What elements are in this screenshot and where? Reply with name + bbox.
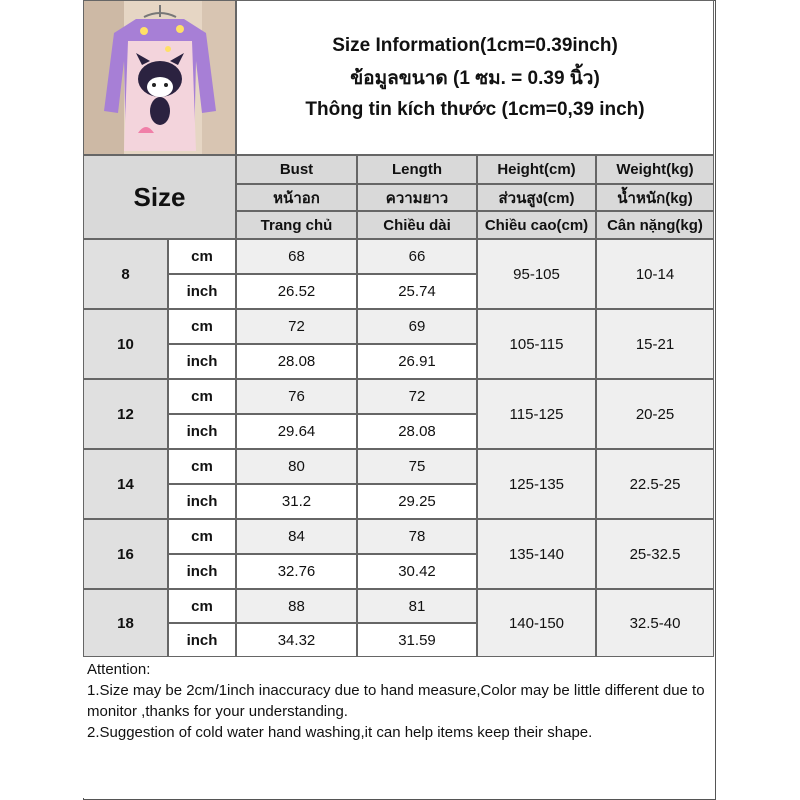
weight-range: 25-32.5 [596, 519, 714, 589]
unit-cm: cm [168, 379, 236, 414]
length-cm: 72 [357, 379, 477, 414]
col-length-en: Length [357, 155, 477, 184]
weight-range: 22.5-25 [596, 449, 714, 519]
col-weight-th: น้ำหนัก(kg) [596, 184, 714, 211]
col-bust-en: Bust [236, 155, 357, 184]
bust-inch: 31.2 [236, 484, 357, 519]
size-chart [83, 0, 716, 800]
unit-inch: inch [168, 414, 236, 449]
weight-range: 32.5-40 [596, 589, 714, 657]
length-inch: 30.42 [357, 554, 477, 589]
unit-inch: inch [168, 484, 236, 519]
bust-cm: 84 [236, 519, 357, 554]
height-range: 125-135 [477, 449, 596, 519]
size-label: 14 [83, 449, 168, 519]
col-weight-vi: Cân nặng(kg) [596, 211, 714, 239]
col-height-en: Height(cm) [477, 155, 596, 184]
bust-inch: 29.64 [236, 414, 357, 449]
length-inch: 29.25 [357, 484, 477, 519]
attention-notes [83, 657, 714, 798]
weight-range: 20-25 [596, 379, 714, 449]
length-cm: 66 [357, 239, 477, 274]
bust-inch: 34.32 [236, 623, 357, 657]
col-bust-th: หน้าอก [236, 184, 357, 211]
length-cm: 81 [357, 589, 477, 623]
title-vietnamese: Thông tin kích thước (1cm=0,39 inch) [305, 98, 645, 120]
length-cm: 69 [357, 309, 477, 344]
unit-cm: cm [168, 519, 236, 554]
length-inch: 26.91 [357, 344, 477, 379]
col-bust-vi: Trang chủ [236, 211, 357, 239]
length-inch: 25.74 [357, 274, 477, 309]
unit-cm: cm [168, 589, 236, 623]
unit-cm: cm [168, 309, 236, 344]
bust-cm: 88 [236, 589, 357, 623]
bust-cm: 68 [236, 239, 357, 274]
unit-cm: cm [168, 239, 236, 274]
size-label: 18 [83, 589, 168, 657]
size-label: 12 [83, 379, 168, 449]
bust-inch: 26.52 [236, 274, 357, 309]
size-label: 10 [83, 309, 168, 379]
notes-line-2: 2.Suggestion of cold water hand washing,it can help items keep their shape. [87, 724, 593, 741]
col-length-th: ความยาว [357, 184, 477, 211]
unit-cm: cm [168, 449, 236, 484]
purple-dress-photo [84, 1, 236, 155]
height-range: 135-140 [477, 519, 596, 589]
notes-line-1: 1.Size may be 2cm/1inch inaccuracy due to hand measure,Color may be little different due to monitor ,thanks for your understanding. [87, 682, 705, 720]
unit-inch: inch [168, 554, 236, 589]
col-length-vi: Chiều dài [357, 211, 477, 239]
weight-range: 15-21 [596, 309, 714, 379]
length-cm: 78 [357, 519, 477, 554]
height-range: 105-115 [477, 309, 596, 379]
title-thai: ข้อมูลขนาด (1 ซม. = 0.39 นิ้ว) [350, 67, 600, 89]
height-range: 140-150 [477, 589, 596, 657]
size-label: 16 [83, 519, 168, 589]
unit-inch: inch [168, 274, 236, 309]
product-photo [83, 0, 236, 155]
bust-cm: 80 [236, 449, 357, 484]
col-height-th: ส่วนสูง(cm) [477, 184, 596, 211]
size-information-title [236, 0, 714, 155]
bust-inch: 32.76 [236, 554, 357, 589]
title-english: Size Information(1cm=0.39inch) [332, 34, 618, 56]
col-weight-en: Weight(kg) [596, 155, 714, 184]
length-inch: 31.59 [357, 623, 477, 657]
col-height-vi: Chiều cao(cm) [477, 211, 596, 239]
unit-inch: inch [168, 623, 236, 657]
length-cm: 75 [357, 449, 477, 484]
size-header: Size [83, 155, 236, 239]
bust-inch: 28.08 [236, 344, 357, 379]
height-range: 95-105 [477, 239, 596, 309]
notes-heading: Attention: [87, 661, 151, 678]
bust-cm: 72 [236, 309, 357, 344]
weight-range: 10-14 [596, 239, 714, 309]
bust-cm: 76 [236, 379, 357, 414]
unit-inch: inch [168, 344, 236, 379]
length-inch: 28.08 [357, 414, 477, 449]
height-range: 115-125 [477, 379, 596, 449]
size-label: 8 [83, 239, 168, 309]
